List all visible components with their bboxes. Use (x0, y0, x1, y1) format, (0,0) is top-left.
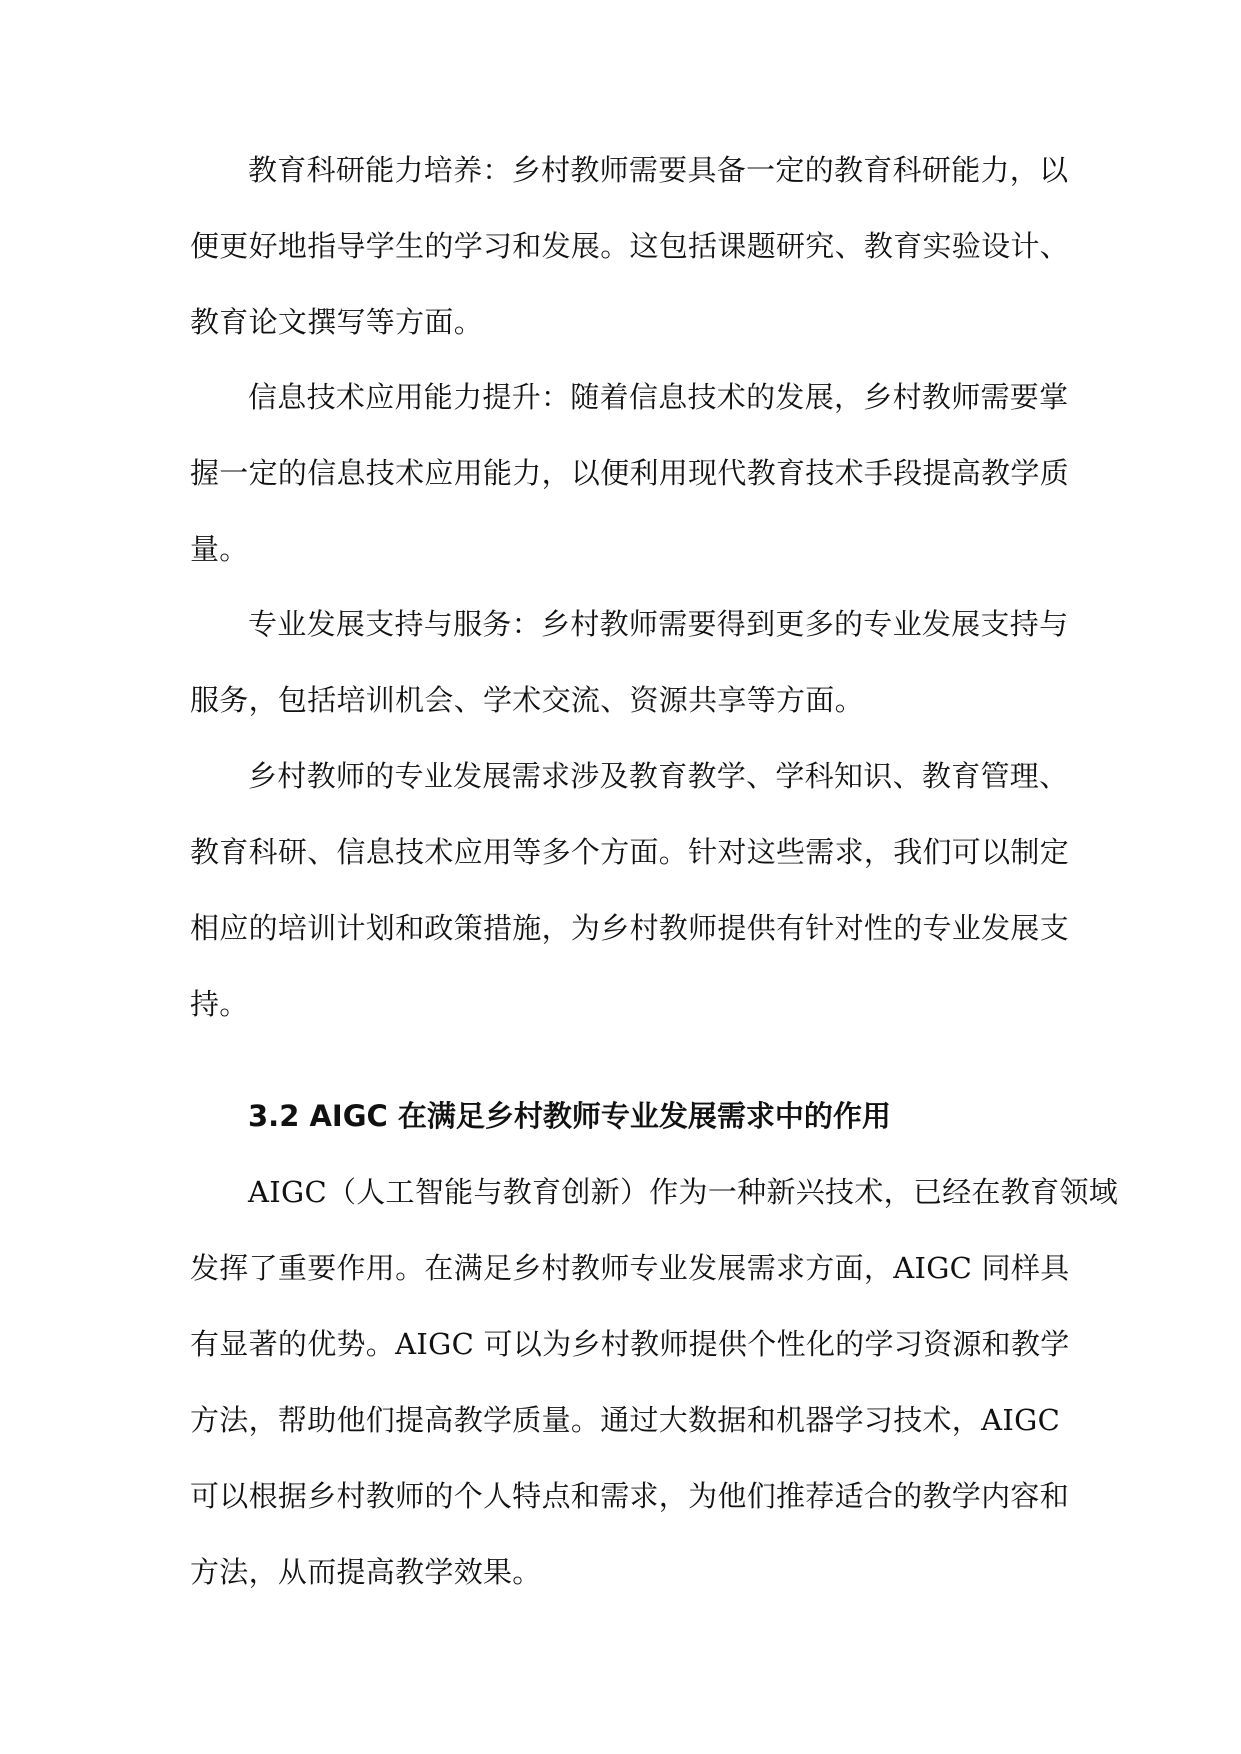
paragraph-summary (190, 738, 1070, 1042)
text-line: 服务，包括培训机会、学术交流、资源共享等方面。 (190, 683, 864, 717)
text-line: 方法，从而提高教学效果。 (190, 1555, 542, 1589)
text-line: 专业发展支持与服务：乡村教师需要得到更多的专业发展支持与 (248, 607, 1069, 641)
section-heading: 3.2 AIGC 在满足乡村教师专业发展需求中的作用 (248, 1099, 891, 1133)
paragraph-aigc-role (190, 1154, 1119, 1610)
paragraph-support-services (190, 586, 1070, 738)
text-line: 教育科研能力培养：乡村教师需要具备一定的教育科研能力，以 (248, 153, 1069, 187)
text-line: 可以根据乡村教师的个人特点和需求，为他们推荐适合的教学内容和 (190, 1479, 1070, 1513)
text-line: 相应的培训计划和政策措施，为乡村教师提供有针对性的专业发展支 (190, 911, 1070, 945)
text-line: 量。 (190, 532, 249, 566)
text-line: 教育论文撰写等方面。 (190, 305, 484, 339)
text-line: 持。 (190, 987, 249, 1021)
text-line: AIGC（人工智能与教育创新）作为一种新兴技术，已经在教育领域 (248, 1175, 1119, 1209)
text-line: 发挥了重要作用。在满足乡村教师专业发展需求方面，AIGC 同样具 (190, 1251, 1070, 1285)
paragraph-it-ability (190, 359, 1070, 587)
paragraph-research-ability (190, 132, 1070, 360)
text-line: 有显著的优势。AIGC 可以为乡村教师提供个性化的学习资源和教学 (190, 1327, 1070, 1361)
text-line: 方法，帮助他们提高教学质量。通过大数据和机器学习技术，AIGC (190, 1403, 1061, 1437)
text-line: 教育科研、信息技术应用等多个方面。针对这些需求，我们可以制定 (190, 835, 1070, 869)
text-line: 握一定的信息技术应用能力，以便利用现代教育技术手段提高教学质 (190, 456, 1070, 490)
text-line: 信息技术应用能力提升：随着信息技术的发展，乡村教师需要掌 (248, 380, 1069, 414)
text-line: 乡村教师的专业发展需求涉及教育教学、学科知识、教育管理、 (248, 759, 1069, 793)
text-line: 便更好地指导学生的学习和发展。这包括课题研究、教育实验设计、 (190, 229, 1070, 263)
